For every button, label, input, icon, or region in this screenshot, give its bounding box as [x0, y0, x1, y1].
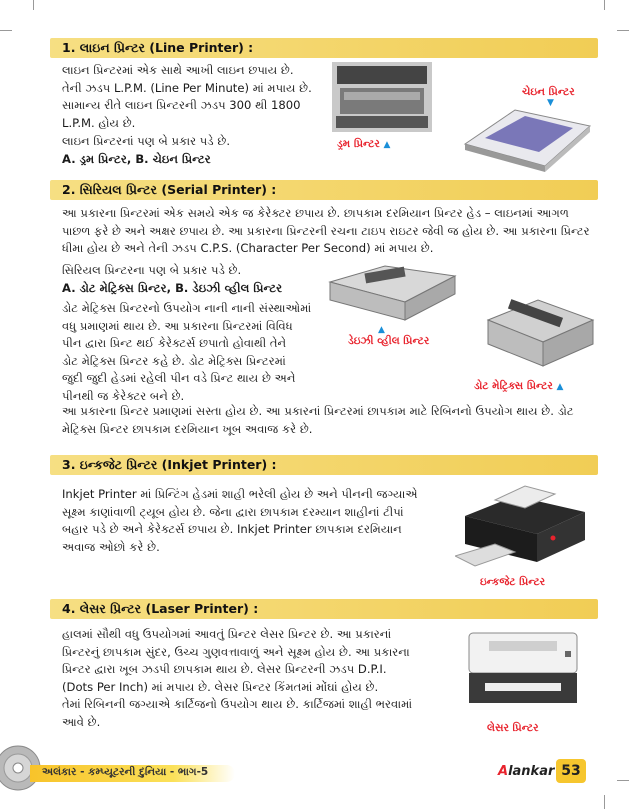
section-laser-printer-header: 4. લેસર પ્રિન્ટર (Laser Printer) :	[50, 599, 598, 619]
inkjet-printer-image	[455, 478, 595, 570]
daisy-wheel-printer-image	[325, 262, 460, 324]
laser-printer-image	[455, 625, 590, 713]
drum-printer-image	[332, 62, 432, 132]
inkjet-caption: ઇન્કજેટ પ્રિન્ટર	[480, 576, 546, 588]
line-printer-types: A. ડ્રમ પ્રિન્ટર, B. ચેઇન પ્રિન્ટર	[62, 152, 211, 166]
dot-matrix-caption: ડોટ મેટ્રિક્સ પ્રિન્ટર ▲	[474, 380, 564, 392]
inkjet-paragraph: Inkjet Printer માં પ્રિન્ટિંગ હેડમાં શાહી ભરેલી હોય છે અને પીનની જગ્યાએ સૂક્ષ્મ કાણાંવાળી ટ્યૂબ હોય છે. જેના દ્વારા છાપકામ દરમ્યાન શાહીનાં ટીપાં બહાર પડે છે અને કેરેક્ટર્સ છપાય છે. Inkjet Printer છાપકામ દરમિયાન અવાજ ઓછો કરે છે.	[62, 487, 418, 554]
crop-mark	[33, 0, 34, 10]
arrow-up-icon: ▲	[383, 140, 391, 150]
crop-mark	[617, 780, 629, 781]
crop-mark	[604, 795, 605, 809]
laser-paragraph: હાલમાં સૌથી વધુ ઉપયોગમાં આવતું પ્રિન્ટર લેસર પ્રિન્ટર છે. આ પ્રકારનાં પ્રિન્ટરનું છાપકામ સુંદર, ઉચ્ચ ગુણવત્તાવાળું અને સૂક્ષ્મ હોય છે. આ પ્રકારના પ્રિન્ટર દ્વારા ખૂબ ઝડપી છાપકામ થાય છે. લેસર પ્રિન્ટરની ઝડપ D.P.I. (Dots Per Inch) માં મપાય છે. લેસર પ્રિન્ટર કિંમતમાં મોંઘાં હોય છે. તેમાં રિબિનની જગ્યાએ કાર્ટિજનો ઉપયોગ થાય છે. કાર્ટિજમાં શાહી ભરવામાં આવે છે.	[62, 627, 413, 729]
crop-mark	[604, 0, 605, 10]
section-inkjet-printer-header: 3. ઇન્કજેટ પ્રિન્ટર (Inkjet Printer) :	[50, 455, 598, 475]
drum-printer-caption: ડ્રમ પ્રિન્ટર ▲	[337, 138, 391, 150]
arrow-up-icon: ▲	[378, 325, 385, 335]
page-number: 53	[556, 759, 586, 783]
line-printer-paragraph: લાઇન પ્રિન્ટરમાં એક સાથે આખી લાઇન છપાય છે. તેની ઝડપ L.P.M. (Line Per Minute) માં મપાય છે. સામાન્ય રીતે લાઇન પ્રિન્ટરની ઝડપ 300 થી 1800 L.P.M. હોય છે.	[62, 63, 312, 130]
footer-series-title: અલંકાર - કમ્પ્યૂટરની દુનિયા - ભાગ-5	[42, 766, 209, 778]
chain-printer-image	[455, 104, 595, 174]
brand-logo: Alankar	[498, 764, 555, 779]
dot-matrix-paragraph: ડોટ મેટ્રિક્સ પ્રિન્ટરનો ઉપયોગ નાની નાની સંસ્થાઓમાં વધુ પ્રમાણમાં થાય છે. આ પ્રકારના પ્રિન્ટરમાં વિવિધ પીન દ્વારા પ્રિન્ટ થઈ કેરેક્ટર્સ છપાતો હોવાથી તેને ડોટ મેટ્રિક્સ પ્રિન્ટર કહે છે. ડોટ મેટ્રિક્સ પ્રિન્ટરમાં જુદી જુદી હેડમાં રહેલી પીન વડે પ્રિન્ટ થાય છે અને પીનથી જ કેરેક્ટર બને છે.	[62, 301, 312, 403]
section-line-printer-header: 1. લાઇન પ્રિન્ટર (Line Printer) :	[50, 38, 598, 58]
section-serial-printer-header: 2. સિરિયલ પ્રિન્ટર (Serial Printer) :	[50, 180, 598, 200]
serial-printer-types: A. ડોટ મેટ્રિક્સ પ્રિન્ટર, B. ડેઇઝી વ્હીલ પ્રિન્ટર	[62, 281, 283, 295]
serial-printer-intro: આ પ્રકારના પ્રિન્ટરમાં એક સમયે એક જ કેરેક્ટર છપાય છે. છાપકામ દરમિયાન પ્રિન્ટર હેડ – લાઇનમાં આગળ પાછળ ફરે છે અને અક્ષર છપાય છે. આ પ્રકારના પ્રિન્ટરની રચના ટાઇપ રાઇટર જેવી જ હોય છે. આ પ્રકારના પ્રિન્ટર ધીમા હોય છે અને તેની ઝડપ C.P.S. (Character Per Second) માં મપાય છે.	[62, 206, 590, 255]
daisy-wheel-caption: ડેઇઝી વ્હીલ પ્રિન્ટર	[348, 335, 430, 347]
arrow-up-icon: ▲	[556, 382, 564, 392]
arrow-down-icon: ▼	[547, 98, 554, 108]
crop-mark	[0, 30, 12, 31]
serial-printer-types-intro: સિરિયલ પ્રિન્ટરના પણ બે પ્રકાર પડે છે.	[62, 263, 242, 277]
chain-printer-caption: ચેઇન પ્રિન્ટર	[522, 86, 575, 98]
crop-mark	[617, 30, 629, 31]
laser-caption: લેસર પ્રિન્ટર	[487, 722, 539, 734]
line-printer-types-intro: લાઇન પ્રિન્ટરનાં પણ બે પ્રકાર પડે છે.	[62, 134, 231, 148]
serial-printer-outro: આ પ્રકારના પ્રિન્ટર પ્રમાણમાં સસ્તા હોય છે. આ પ્રકારનાં પ્રિન્ટરમાં છાપકામ માટે રિબિનનો ઉપયોગ થાય છે. ડોટ મેટ્રિક્સ પ્રિન્ટર છાપકામ દરમિયાન ખૂબ અવાજ કરે છે.	[62, 404, 574, 436]
dot-matrix-printer-image	[478, 290, 598, 370]
